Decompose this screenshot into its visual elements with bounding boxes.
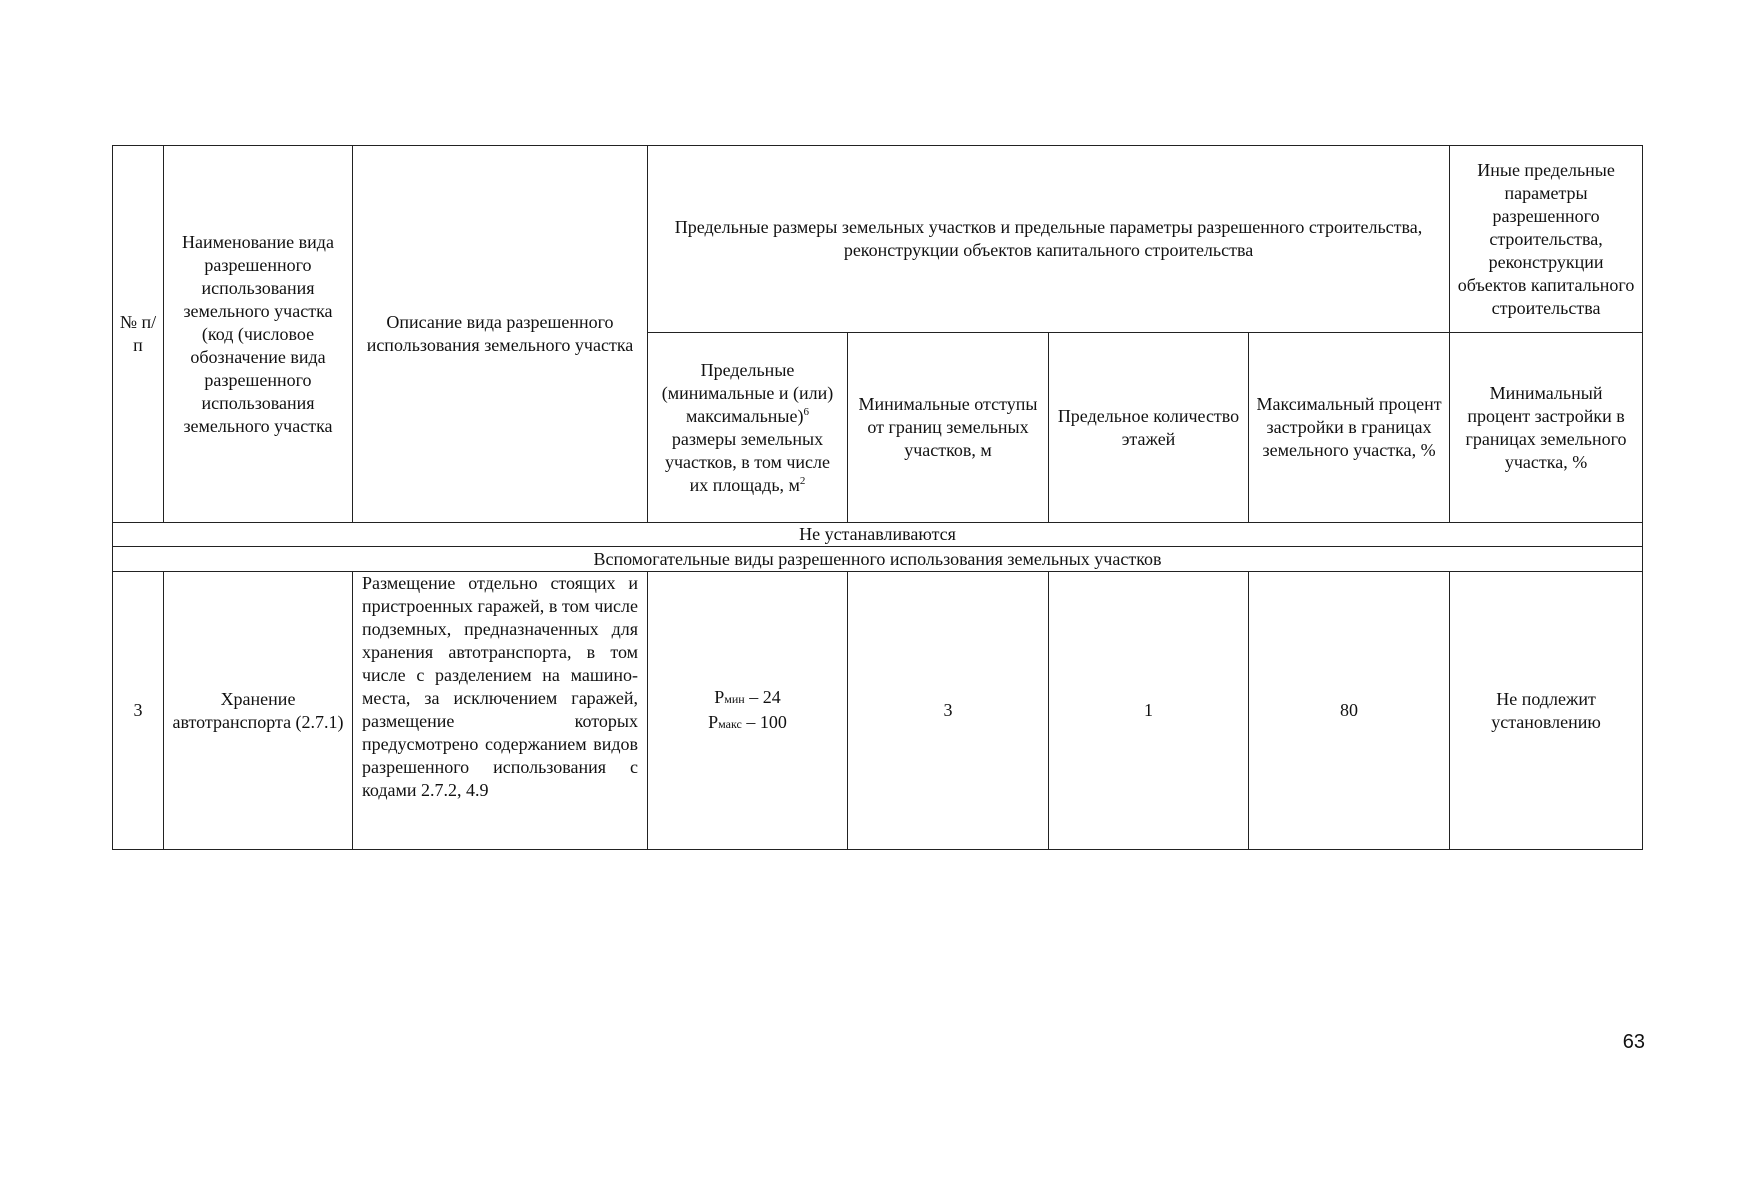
- header-max-percent: Максимальный процент застройки в границах земельного участка, %: [1249, 333, 1450, 523]
- not-set-text: Не устанавливаются: [113, 523, 1643, 547]
- header-sizes: [648, 333, 848, 523]
- size-min-line: Pмин – 24: [714, 686, 781, 707]
- header-setbacks: Минимальные отступы от границ земельных участков, м: [848, 333, 1049, 523]
- row-setbacks: 3: [848, 572, 1049, 850]
- footnote-marker: 6: [803, 405, 809, 418]
- header-sizes-main: Предельные (минимальные и (или) максимальные): [661, 359, 834, 426]
- header-group-limits: Предельные размеры земельных участков и предельные параметры разрешенного строительства, реконструкции объектов капитального строительства: [648, 146, 1450, 333]
- row-name: Хранение автотранспорта (2.7.1): [164, 572, 353, 850]
- header-name: Наименование вида разрешенного использования земельного участка (код (числовое обозначение вида разрешенного использования земельного участка: [164, 146, 353, 523]
- row-description: Размещение отдельно стоящих и пристроенных гаражей, в том числе подземных, предназначенных для хранения автотранспорта, в том числе с разделением на машино-места, за исключением гаражей, размещение которых предусмотрено содержанием видов разрешенного использования с кодами 2.7.2, 4.9: [353, 572, 648, 850]
- regulations-table: [112, 145, 1643, 850]
- header-min-percent: Минимальный процент застройки в границах земельного участка, %: [1450, 333, 1643, 523]
- row-not-set: [113, 523, 1643, 547]
- section-row: [113, 547, 1643, 572]
- row-min-percent: Не подлежит установлению: [1450, 572, 1643, 850]
- row-num: 3: [113, 572, 164, 850]
- size-max-line: Pмакс – 100: [708, 711, 787, 732]
- table-row: [113, 572, 1643, 850]
- header-group-other: Иные предельные параметры разрешенного строительства, реконструкции объектов капитального строительства: [1450, 146, 1643, 333]
- header-row-1: [113, 146, 1643, 333]
- header-num: № п/п: [113, 146, 164, 523]
- row-max-percent: 80: [1249, 572, 1450, 850]
- row-sizes: [648, 572, 848, 850]
- header-sizes-rest: размеры земельных участков, в том числе их площадь, м: [664, 428, 831, 495]
- page-number: 63: [1622, 1031, 1645, 1053]
- unit-exponent: 2: [799, 474, 806, 487]
- section-auxiliary-title: Вспомогательные виды разрешенного использования земельных участков: [113, 547, 1643, 572]
- row-floors: 1: [1049, 572, 1249, 850]
- header-description: Описание вида разрешенного использования земельного участка: [353, 146, 648, 523]
- header-floors: Предельное количество этажей: [1049, 333, 1249, 523]
